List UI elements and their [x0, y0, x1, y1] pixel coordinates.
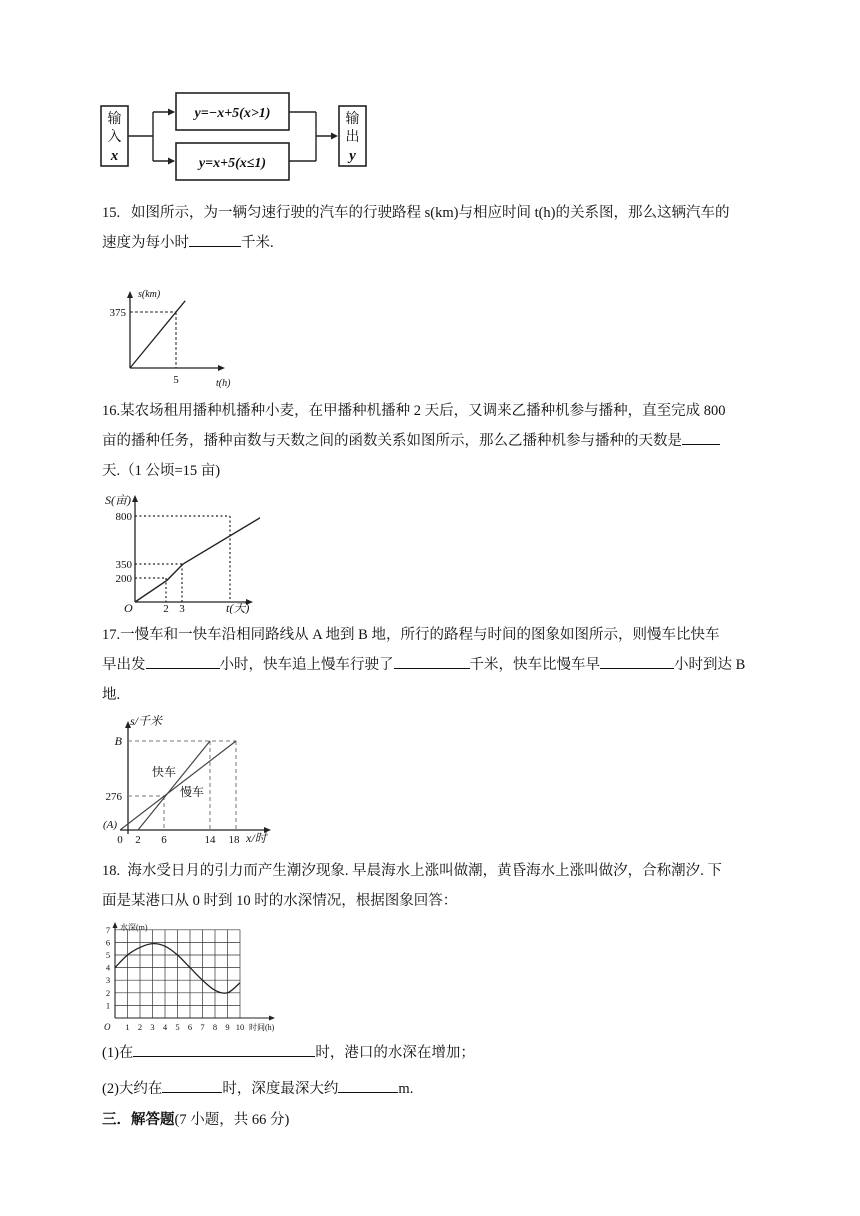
q18-sub2a: (2)大约在: [102, 1081, 163, 1097]
q18-blank-2[interactable]: [162, 1075, 222, 1093]
q18-line2: 面是某港口从 0 时到 10 时的水深情况，根据图象回答：: [102, 893, 458, 909]
input-label-3: x: [110, 148, 119, 164]
q17-y-A: (A): [103, 819, 118, 831]
q18-x-tick: 9: [225, 1022, 230, 1032]
q17-y-276: 276: [105, 791, 122, 803]
q18-subquestions: [102, 1038, 767, 1104]
section-title: 三．解答题: [102, 1112, 175, 1128]
q18-x-tick: 8: [212, 1022, 218, 1032]
q18-y-tick: 1: [105, 1000, 111, 1011]
q16-text: [102, 396, 767, 486]
q17-line2b: 小时，快车追上慢车行驶了: [219, 657, 394, 673]
q15-line2-end: 千米.: [241, 235, 274, 251]
q15-x-label: t(h): [216, 378, 231, 389]
q16-origin: O: [124, 601, 133, 614]
q18-x-label: 时间(h): [249, 1023, 275, 1032]
q18-y-tick: 4: [105, 962, 111, 973]
q15-line1: 如图所示，为一辆匀速行驶的汽车的行驶路程 s(km)与相应时间 t(h)的关系图，那么这辆汽车的: [131, 205, 730, 221]
q17-line2d: 小时到达 B: [674, 657, 746, 673]
q17-blank-1[interactable]: [146, 651, 220, 669]
q17-number: 17.: [102, 627, 121, 643]
q16-y-label: S(亩): [105, 493, 131, 507]
q18-x-tick: 6: [187, 1022, 193, 1032]
q18-y-tick: 3: [105, 975, 111, 986]
q17-line3: 地.: [102, 687, 121, 703]
q17-x-tick-0: 0: [117, 834, 123, 846]
q17-slow-car-line: [120, 741, 236, 830]
q16-y-tick-350: 350: [115, 559, 132, 571]
q17-line2c: 千米，快车比慢车早: [469, 657, 600, 673]
q18-blank-1[interactable]: [133, 1039, 315, 1057]
output-label-2: 出: [345, 130, 360, 145]
q18-number: 18.: [102, 863, 121, 879]
q18-sub2b: 时，深度最深大约: [222, 1081, 339, 1097]
q18-y-ticks: [106, 925, 111, 1011]
output-label-1: 输: [345, 112, 360, 127]
q18-x-tick: 7: [200, 1022, 205, 1032]
q18-sub2c: m.: [398, 1081, 414, 1097]
q16-x-tick-2: 2: [163, 603, 169, 614]
flowchart: [96, 90, 396, 185]
q15-text: [102, 198, 767, 258]
q18-graph: [100, 920, 290, 1034]
q15-x-tick-5: 5: [173, 374, 179, 386]
q16-x-label: t(天): [226, 601, 250, 614]
q17-x-tick-2: 2: [135, 834, 141, 846]
q18-sub1a: (1)在: [102, 1045, 134, 1061]
q16-answer-blank[interactable]: [682, 427, 720, 445]
q17-blank-3[interactable]: [600, 651, 674, 669]
q17-x-label: x/时: [246, 831, 267, 845]
q18-x-tick: 5: [175, 1022, 180, 1032]
input-label-1: 输: [107, 112, 122, 127]
q17-x-tick-6: 6: [161, 834, 167, 846]
q18-y-label: 水深(m): [120, 923, 148, 932]
q15-line2: 速度为每小时: [102, 235, 189, 251]
q18-x-tick: 4: [162, 1022, 168, 1032]
q15-y-label: s(km): [138, 289, 161, 300]
q17-graph: [100, 712, 278, 846]
q18-x-tick: 2: [137, 1022, 143, 1032]
q17-x-tick-14: 14: [204, 834, 216, 846]
q16-line1: 某农场租用播种机播种小麦，在甲播种机播种 2 天后，又调来乙播种机参与播种，直至完成 800: [120, 403, 726, 419]
q16-y-tick-800: 800: [115, 511, 132, 523]
q15-graph: [100, 282, 250, 392]
q17-blank-2[interactable]: [394, 651, 470, 669]
q18-y-tick: 6: [105, 937, 111, 948]
q18-y-tick: 2: [105, 987, 111, 998]
q15-y-tick-375: 375: [109, 307, 126, 319]
branch-top-formula: y=−x+5(x>1): [194, 106, 271, 121]
input-label-2: 入: [107, 130, 122, 145]
q18-blank-3[interactable]: [338, 1075, 398, 1093]
q17-line2a: 早出发: [102, 657, 146, 673]
q17-line1: 一慢车和一快车沿相同路线从 A 地到 B 地，所行的路程与时间的图象如图所示，则慢车比快车: [120, 627, 720, 643]
q18-origin: O: [104, 1022, 111, 1032]
branch-bottom-formula: y=x+5(x≤1): [198, 156, 267, 171]
q18-x-tick: 1: [125, 1022, 130, 1032]
q17-x-tick-18: 18: [228, 834, 240, 846]
q16-line3: 天.（1 公顷=15 亩): [102, 463, 221, 479]
q17-text: [102, 620, 767, 710]
q18-x-tick: 10: [235, 1022, 245, 1032]
q17-y-B: B: [114, 734, 122, 748]
q18-y-tick: 5: [105, 950, 111, 960]
q18-line1: 海水受日月的引力而产生潮汐现象. 早晨海水上涨叫做潮，黄昏海水上涨叫做汐，合称潮汐. 下: [127, 863, 722, 879]
section-note: (7 小题，共 66 分): [174, 1112, 290, 1128]
q18-x-ticks: [125, 1022, 244, 1032]
q17-slow-label: 慢车: [180, 785, 205, 799]
q18-y-tick: 7: [105, 924, 111, 935]
q15-answer-blank[interactable]: [189, 229, 241, 247]
q15-series-line: [130, 301, 185, 368]
output-label-3: y: [349, 148, 356, 164]
q16-graph: [100, 488, 260, 614]
q16-line2: 亩的播种任务，播种亩数与天数之间的函数关系如图所示，那么乙播种机参与播种的天数是: [102, 433, 682, 449]
q17-fast-label: 快车: [152, 765, 177, 779]
q18-x-tick: 3: [150, 1022, 155, 1032]
q17-y-label: s/千米: [130, 714, 163, 728]
q18-grid: [115, 930, 240, 1018]
q18-text: [102, 856, 767, 916]
q15-number: 15.: [102, 205, 121, 221]
q16-x-tick-3: 3: [179, 603, 185, 614]
q16-series-line: [135, 516, 260, 602]
q16-y-tick-200: 200: [115, 573, 132, 585]
q16-number: 16.: [102, 403, 121, 419]
section-heading: [102, 1108, 289, 1129]
q18-sub1b: 时，港口的水深在增加；: [315, 1045, 475, 1061]
